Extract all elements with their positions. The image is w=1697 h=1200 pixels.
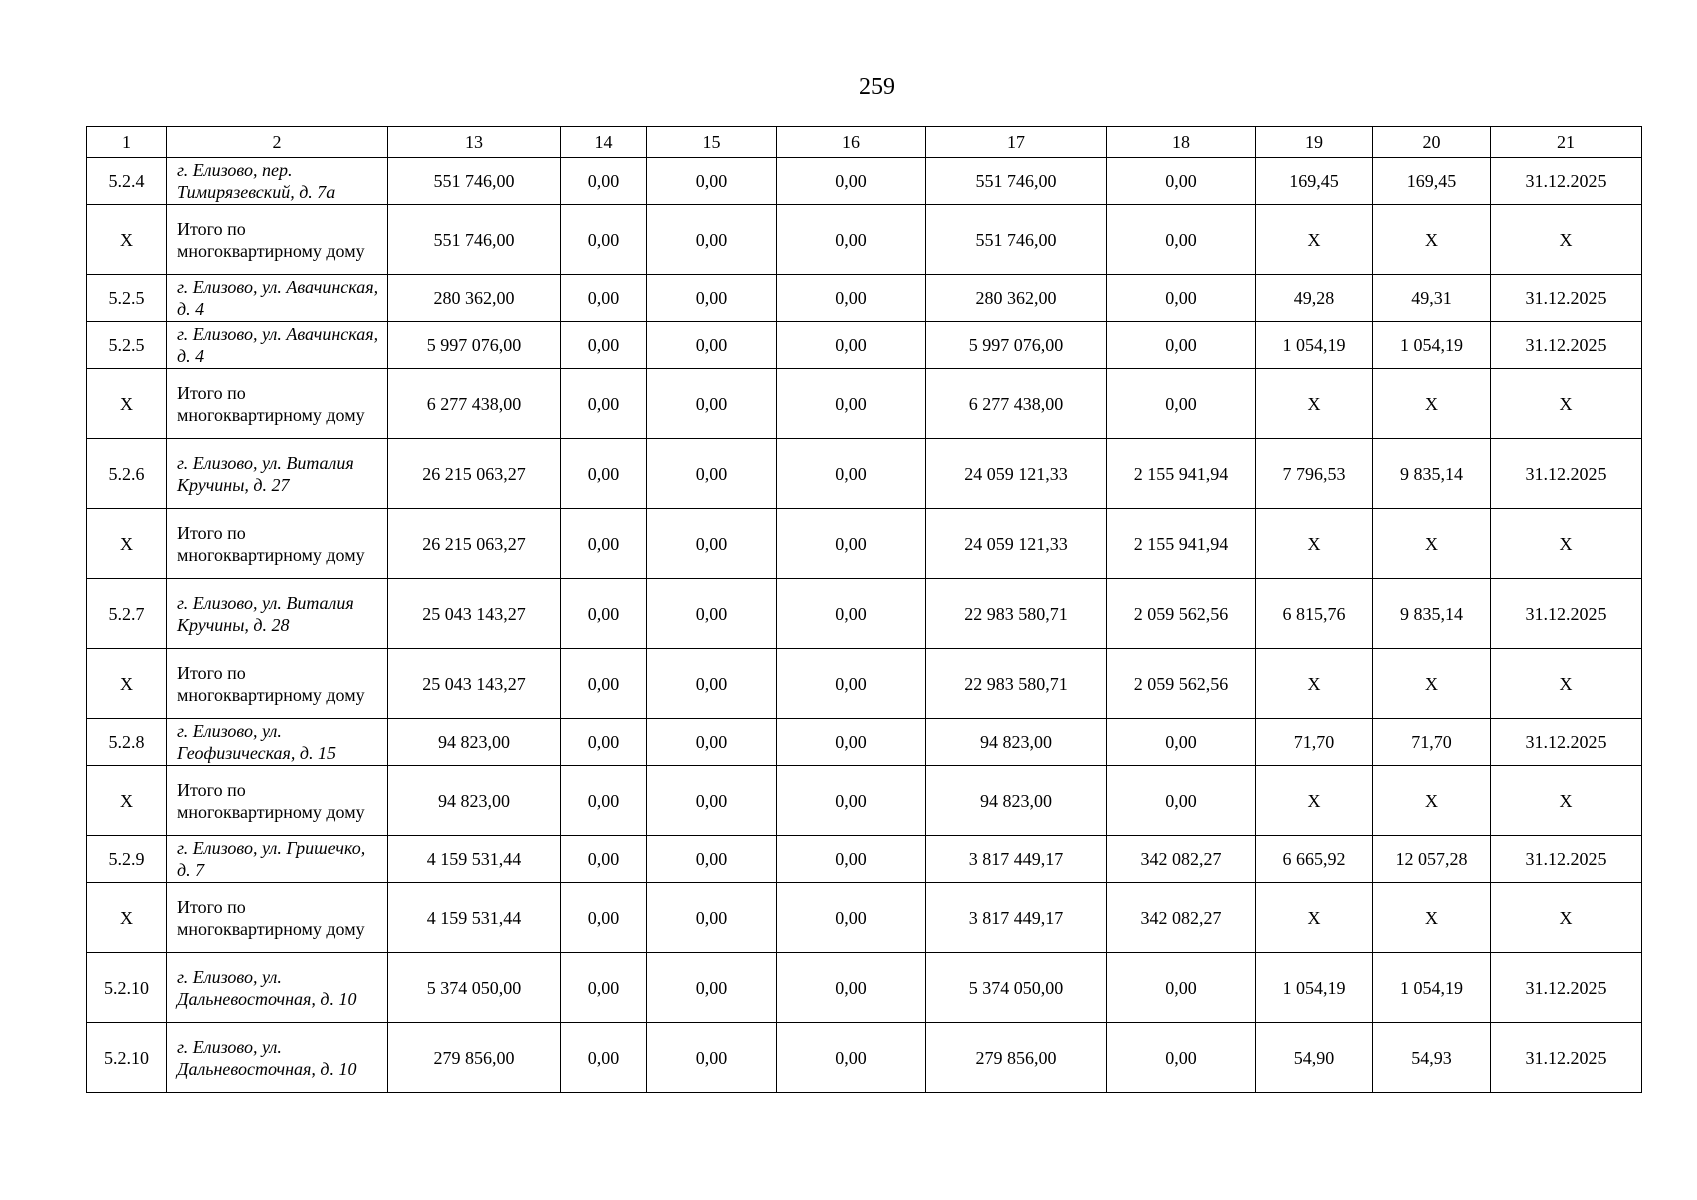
header-cell: 18 bbox=[1107, 127, 1256, 158]
item-number-cell: 5.2.10 bbox=[87, 1023, 167, 1093]
value-cell: Х bbox=[1491, 369, 1642, 439]
value-cell: 0,00 bbox=[777, 158, 926, 205]
value-cell: 279 856,00 bbox=[388, 1023, 561, 1093]
value-cell: 24 059 121,33 bbox=[926, 439, 1107, 509]
value-cell: 0,00 bbox=[777, 719, 926, 766]
value-cell: 0,00 bbox=[647, 883, 777, 953]
item-number-cell: 5.2.9 bbox=[87, 836, 167, 883]
value-cell: 0,00 bbox=[777, 509, 926, 579]
value-cell: 5 374 050,00 bbox=[388, 953, 561, 1023]
value-cell: 5 997 076,00 bbox=[388, 322, 561, 369]
value-cell: 12 057,28 bbox=[1373, 836, 1491, 883]
total-label-cell: Итого по многоквартирному дому bbox=[167, 205, 388, 275]
value-cell: 342 082,27 bbox=[1107, 836, 1256, 883]
value-cell: 551 746,00 bbox=[388, 158, 561, 205]
total-label-cell: Итого по многоквартирному дому bbox=[167, 766, 388, 836]
value-cell: 54,93 bbox=[1373, 1023, 1491, 1093]
value-cell: 31.12.2025 bbox=[1491, 579, 1642, 649]
value-cell: 94 823,00 bbox=[926, 719, 1107, 766]
value-cell: 0,00 bbox=[561, 275, 647, 322]
value-cell: Х bbox=[1373, 509, 1491, 579]
address-row bbox=[87, 1023, 1642, 1093]
table-body bbox=[87, 158, 1642, 1093]
value-cell: 31.12.2025 bbox=[1491, 322, 1642, 369]
value-cell: 0,00 bbox=[647, 719, 777, 766]
value-cell: Х bbox=[1491, 509, 1642, 579]
value-cell: 0,00 bbox=[777, 579, 926, 649]
value-cell: 0,00 bbox=[647, 1023, 777, 1093]
value-cell: 0,00 bbox=[1107, 158, 1256, 205]
value-cell: Х bbox=[1373, 883, 1491, 953]
address-cell: г. Елизово, ул. Авачинская, д. 4 bbox=[167, 322, 388, 369]
item-number-cell: 5.2.7 bbox=[87, 579, 167, 649]
value-cell: 2 155 941,94 bbox=[1107, 439, 1256, 509]
value-cell: 0,00 bbox=[1107, 275, 1256, 322]
item-number-cell: Х bbox=[87, 649, 167, 719]
data-table bbox=[86, 126, 1642, 1093]
value-cell: 0,00 bbox=[647, 953, 777, 1023]
value-cell: 94 823,00 bbox=[388, 719, 561, 766]
value-cell: 0,00 bbox=[561, 509, 647, 579]
address-row bbox=[87, 953, 1642, 1023]
value-cell: 31.12.2025 bbox=[1491, 439, 1642, 509]
address-cell: г. Елизово, ул. Авачинская, д. 4 bbox=[167, 275, 388, 322]
value-cell: 0,00 bbox=[777, 1023, 926, 1093]
header-cell: 20 bbox=[1373, 127, 1491, 158]
address-row bbox=[87, 439, 1642, 509]
value-cell: 0,00 bbox=[777, 322, 926, 369]
value-cell: 1 054,19 bbox=[1256, 953, 1373, 1023]
header-cell: 2 bbox=[167, 127, 388, 158]
total-row bbox=[87, 509, 1642, 579]
value-cell: 0,00 bbox=[647, 275, 777, 322]
total-row bbox=[87, 205, 1642, 275]
value-cell: 0,00 bbox=[1107, 369, 1256, 439]
value-cell: 0,00 bbox=[777, 649, 926, 719]
value-cell: 0,00 bbox=[561, 579, 647, 649]
value-cell: 0,00 bbox=[777, 369, 926, 439]
item-number-cell: 5.2.4 bbox=[87, 158, 167, 205]
value-cell: 551 746,00 bbox=[926, 205, 1107, 275]
value-cell: 0,00 bbox=[777, 275, 926, 322]
value-cell: 0,00 bbox=[561, 1023, 647, 1093]
value-cell: Х bbox=[1491, 766, 1642, 836]
value-cell: 0,00 bbox=[647, 205, 777, 275]
value-cell: 94 823,00 bbox=[388, 766, 561, 836]
value-cell: 0,00 bbox=[1107, 953, 1256, 1023]
total-row bbox=[87, 883, 1642, 953]
header-cell: 17 bbox=[926, 127, 1107, 158]
address-row bbox=[87, 719, 1642, 766]
value-cell: Х bbox=[1256, 766, 1373, 836]
value-cell: 71,70 bbox=[1373, 719, 1491, 766]
address-row bbox=[87, 322, 1642, 369]
value-cell: 4 159 531,44 bbox=[388, 883, 561, 953]
value-cell: 0,00 bbox=[777, 883, 926, 953]
address-cell: г. Елизово, ул. Дальневосточная, д. 10 bbox=[167, 1023, 388, 1093]
value-cell: 0,00 bbox=[561, 158, 647, 205]
value-cell: 0,00 bbox=[1107, 1023, 1256, 1093]
header-row bbox=[87, 127, 1642, 158]
value-cell: 9 835,14 bbox=[1373, 579, 1491, 649]
value-cell: Х bbox=[1491, 883, 1642, 953]
address-cell: г. Елизово, ул. Дальневосточная, д. 10 bbox=[167, 953, 388, 1023]
page-number: 259 bbox=[859, 74, 895, 100]
value-cell: 280 362,00 bbox=[926, 275, 1107, 322]
address-cell: г. Елизово, пер. Тимирязевский, д. 7а bbox=[167, 158, 388, 205]
header-cell: 14 bbox=[561, 127, 647, 158]
value-cell: 31.12.2025 bbox=[1491, 719, 1642, 766]
value-cell: 31.12.2025 bbox=[1491, 1023, 1642, 1093]
value-cell: 31.12.2025 bbox=[1491, 275, 1642, 322]
value-cell: Х bbox=[1373, 205, 1491, 275]
total-row bbox=[87, 369, 1642, 439]
value-cell: 279 856,00 bbox=[926, 1023, 1107, 1093]
value-cell: 49,31 bbox=[1373, 275, 1491, 322]
value-cell: 6 277 438,00 bbox=[926, 369, 1107, 439]
value-cell: 0,00 bbox=[561, 439, 647, 509]
value-cell: 0,00 bbox=[647, 439, 777, 509]
header-cell: 21 bbox=[1491, 127, 1642, 158]
value-cell: 0,00 bbox=[777, 953, 926, 1023]
value-cell: 342 082,27 bbox=[1107, 883, 1256, 953]
value-cell: 0,00 bbox=[1107, 205, 1256, 275]
total-row bbox=[87, 766, 1642, 836]
total-label-cell: Итого по многоквартирному дому bbox=[167, 649, 388, 719]
item-number-cell: Х bbox=[87, 205, 167, 275]
value-cell: 5 374 050,00 bbox=[926, 953, 1107, 1023]
value-cell: Х bbox=[1373, 649, 1491, 719]
address-cell: г. Елизово, ул. Геофизическая, д. 15 bbox=[167, 719, 388, 766]
value-cell: Х bbox=[1256, 509, 1373, 579]
value-cell: 9 835,14 bbox=[1373, 439, 1491, 509]
value-cell: 6 815,76 bbox=[1256, 579, 1373, 649]
value-cell: 7 796,53 bbox=[1256, 439, 1373, 509]
item-number-cell: Х bbox=[87, 883, 167, 953]
address-cell: г. Елизово, ул. Виталия Кручины, д. 27 bbox=[167, 439, 388, 509]
value-cell: 25 043 143,27 bbox=[388, 579, 561, 649]
value-cell: 26 215 063,27 bbox=[388, 439, 561, 509]
value-cell: 1 054,19 bbox=[1373, 322, 1491, 369]
total-label-cell: Итого по многоквартирному дому bbox=[167, 369, 388, 439]
value-cell: 0,00 bbox=[777, 205, 926, 275]
value-cell: 1 054,19 bbox=[1256, 322, 1373, 369]
value-cell: Х bbox=[1256, 369, 1373, 439]
address-row bbox=[87, 158, 1642, 205]
value-cell: 0,00 bbox=[647, 766, 777, 836]
header-cell: 15 bbox=[647, 127, 777, 158]
value-cell: 94 823,00 bbox=[926, 766, 1107, 836]
value-cell: 0,00 bbox=[561, 766, 647, 836]
value-cell: Х bbox=[1256, 649, 1373, 719]
value-cell: 1 054,19 bbox=[1373, 953, 1491, 1023]
item-number-cell: 5.2.5 bbox=[87, 322, 167, 369]
value-cell: 2 155 941,94 bbox=[1107, 509, 1256, 579]
item-number-cell: Х bbox=[87, 509, 167, 579]
address-cell: г. Елизово, ул. Гришечко, д. 7 bbox=[167, 836, 388, 883]
value-cell: 0,00 bbox=[1107, 322, 1256, 369]
value-cell: Х bbox=[1491, 649, 1642, 719]
address-row bbox=[87, 579, 1642, 649]
value-cell: 25 043 143,27 bbox=[388, 649, 561, 719]
value-cell: 22 983 580,71 bbox=[926, 579, 1107, 649]
value-cell: Х bbox=[1256, 883, 1373, 953]
item-number-cell: 5.2.5 bbox=[87, 275, 167, 322]
value-cell: Х bbox=[1256, 205, 1373, 275]
header-cell: 1 bbox=[87, 127, 167, 158]
value-cell: 551 746,00 bbox=[388, 205, 561, 275]
value-cell: 22 983 580,71 bbox=[926, 649, 1107, 719]
value-cell: Х bbox=[1373, 766, 1491, 836]
value-cell: 0,00 bbox=[561, 883, 647, 953]
value-cell: 0,00 bbox=[561, 719, 647, 766]
header-cell: 13 bbox=[388, 127, 561, 158]
value-cell: 0,00 bbox=[647, 836, 777, 883]
value-cell: 169,45 bbox=[1373, 158, 1491, 205]
value-cell: 54,90 bbox=[1256, 1023, 1373, 1093]
value-cell: 2 059 562,56 bbox=[1107, 649, 1256, 719]
value-cell: 0,00 bbox=[777, 439, 926, 509]
value-cell: 280 362,00 bbox=[388, 275, 561, 322]
value-cell: 0,00 bbox=[647, 509, 777, 579]
item-number-cell: Х bbox=[87, 369, 167, 439]
value-cell: Х bbox=[1491, 205, 1642, 275]
value-cell: 26 215 063,27 bbox=[388, 509, 561, 579]
value-cell: 169,45 bbox=[1256, 158, 1373, 205]
address-row bbox=[87, 275, 1642, 322]
address-cell: г. Елизово, ул. Виталия Кручины, д. 28 bbox=[167, 579, 388, 649]
value-cell: 0,00 bbox=[647, 158, 777, 205]
value-cell: 31.12.2025 bbox=[1491, 836, 1642, 883]
total-row bbox=[87, 649, 1642, 719]
value-cell: 49,28 bbox=[1256, 275, 1373, 322]
value-cell: 6 665,92 bbox=[1256, 836, 1373, 883]
value-cell: 551 746,00 bbox=[926, 158, 1107, 205]
value-cell: 31.12.2025 bbox=[1491, 953, 1642, 1023]
value-cell: 0,00 bbox=[561, 836, 647, 883]
item-number-cell: 5.2.10 bbox=[87, 953, 167, 1023]
value-cell: 0,00 bbox=[1107, 719, 1256, 766]
item-number-cell: 5.2.8 bbox=[87, 719, 167, 766]
value-cell: 0,00 bbox=[561, 649, 647, 719]
value-cell: 0,00 bbox=[647, 322, 777, 369]
value-cell: 3 817 449,17 bbox=[926, 836, 1107, 883]
value-cell: 0,00 bbox=[561, 953, 647, 1023]
address-row bbox=[87, 836, 1642, 883]
value-cell: 24 059 121,33 bbox=[926, 509, 1107, 579]
item-number-cell: 5.2.6 bbox=[87, 439, 167, 509]
value-cell: 0,00 bbox=[647, 579, 777, 649]
item-number-cell: Х bbox=[87, 766, 167, 836]
value-cell: 5 997 076,00 bbox=[926, 322, 1107, 369]
value-cell: 71,70 bbox=[1256, 719, 1373, 766]
value-cell: 31.12.2025 bbox=[1491, 158, 1642, 205]
value-cell: 6 277 438,00 bbox=[388, 369, 561, 439]
value-cell: Х bbox=[1373, 369, 1491, 439]
header-cell: 19 bbox=[1256, 127, 1373, 158]
value-cell: 0,00 bbox=[647, 369, 777, 439]
total-label-cell: Итого по многоквартирному дому bbox=[167, 883, 388, 953]
value-cell: 0,00 bbox=[561, 205, 647, 275]
value-cell: 3 817 449,17 bbox=[926, 883, 1107, 953]
value-cell: 0,00 bbox=[561, 322, 647, 369]
header-cell: 16 bbox=[777, 127, 926, 158]
value-cell: 0,00 bbox=[561, 369, 647, 439]
value-cell: 0,00 bbox=[647, 649, 777, 719]
value-cell: 0,00 bbox=[777, 766, 926, 836]
total-label-cell: Итого по многоквартирному дому bbox=[167, 509, 388, 579]
value-cell: 2 059 562,56 bbox=[1107, 579, 1256, 649]
value-cell: 0,00 bbox=[1107, 766, 1256, 836]
value-cell: 4 159 531,44 bbox=[388, 836, 561, 883]
value-cell: 0,00 bbox=[777, 836, 926, 883]
